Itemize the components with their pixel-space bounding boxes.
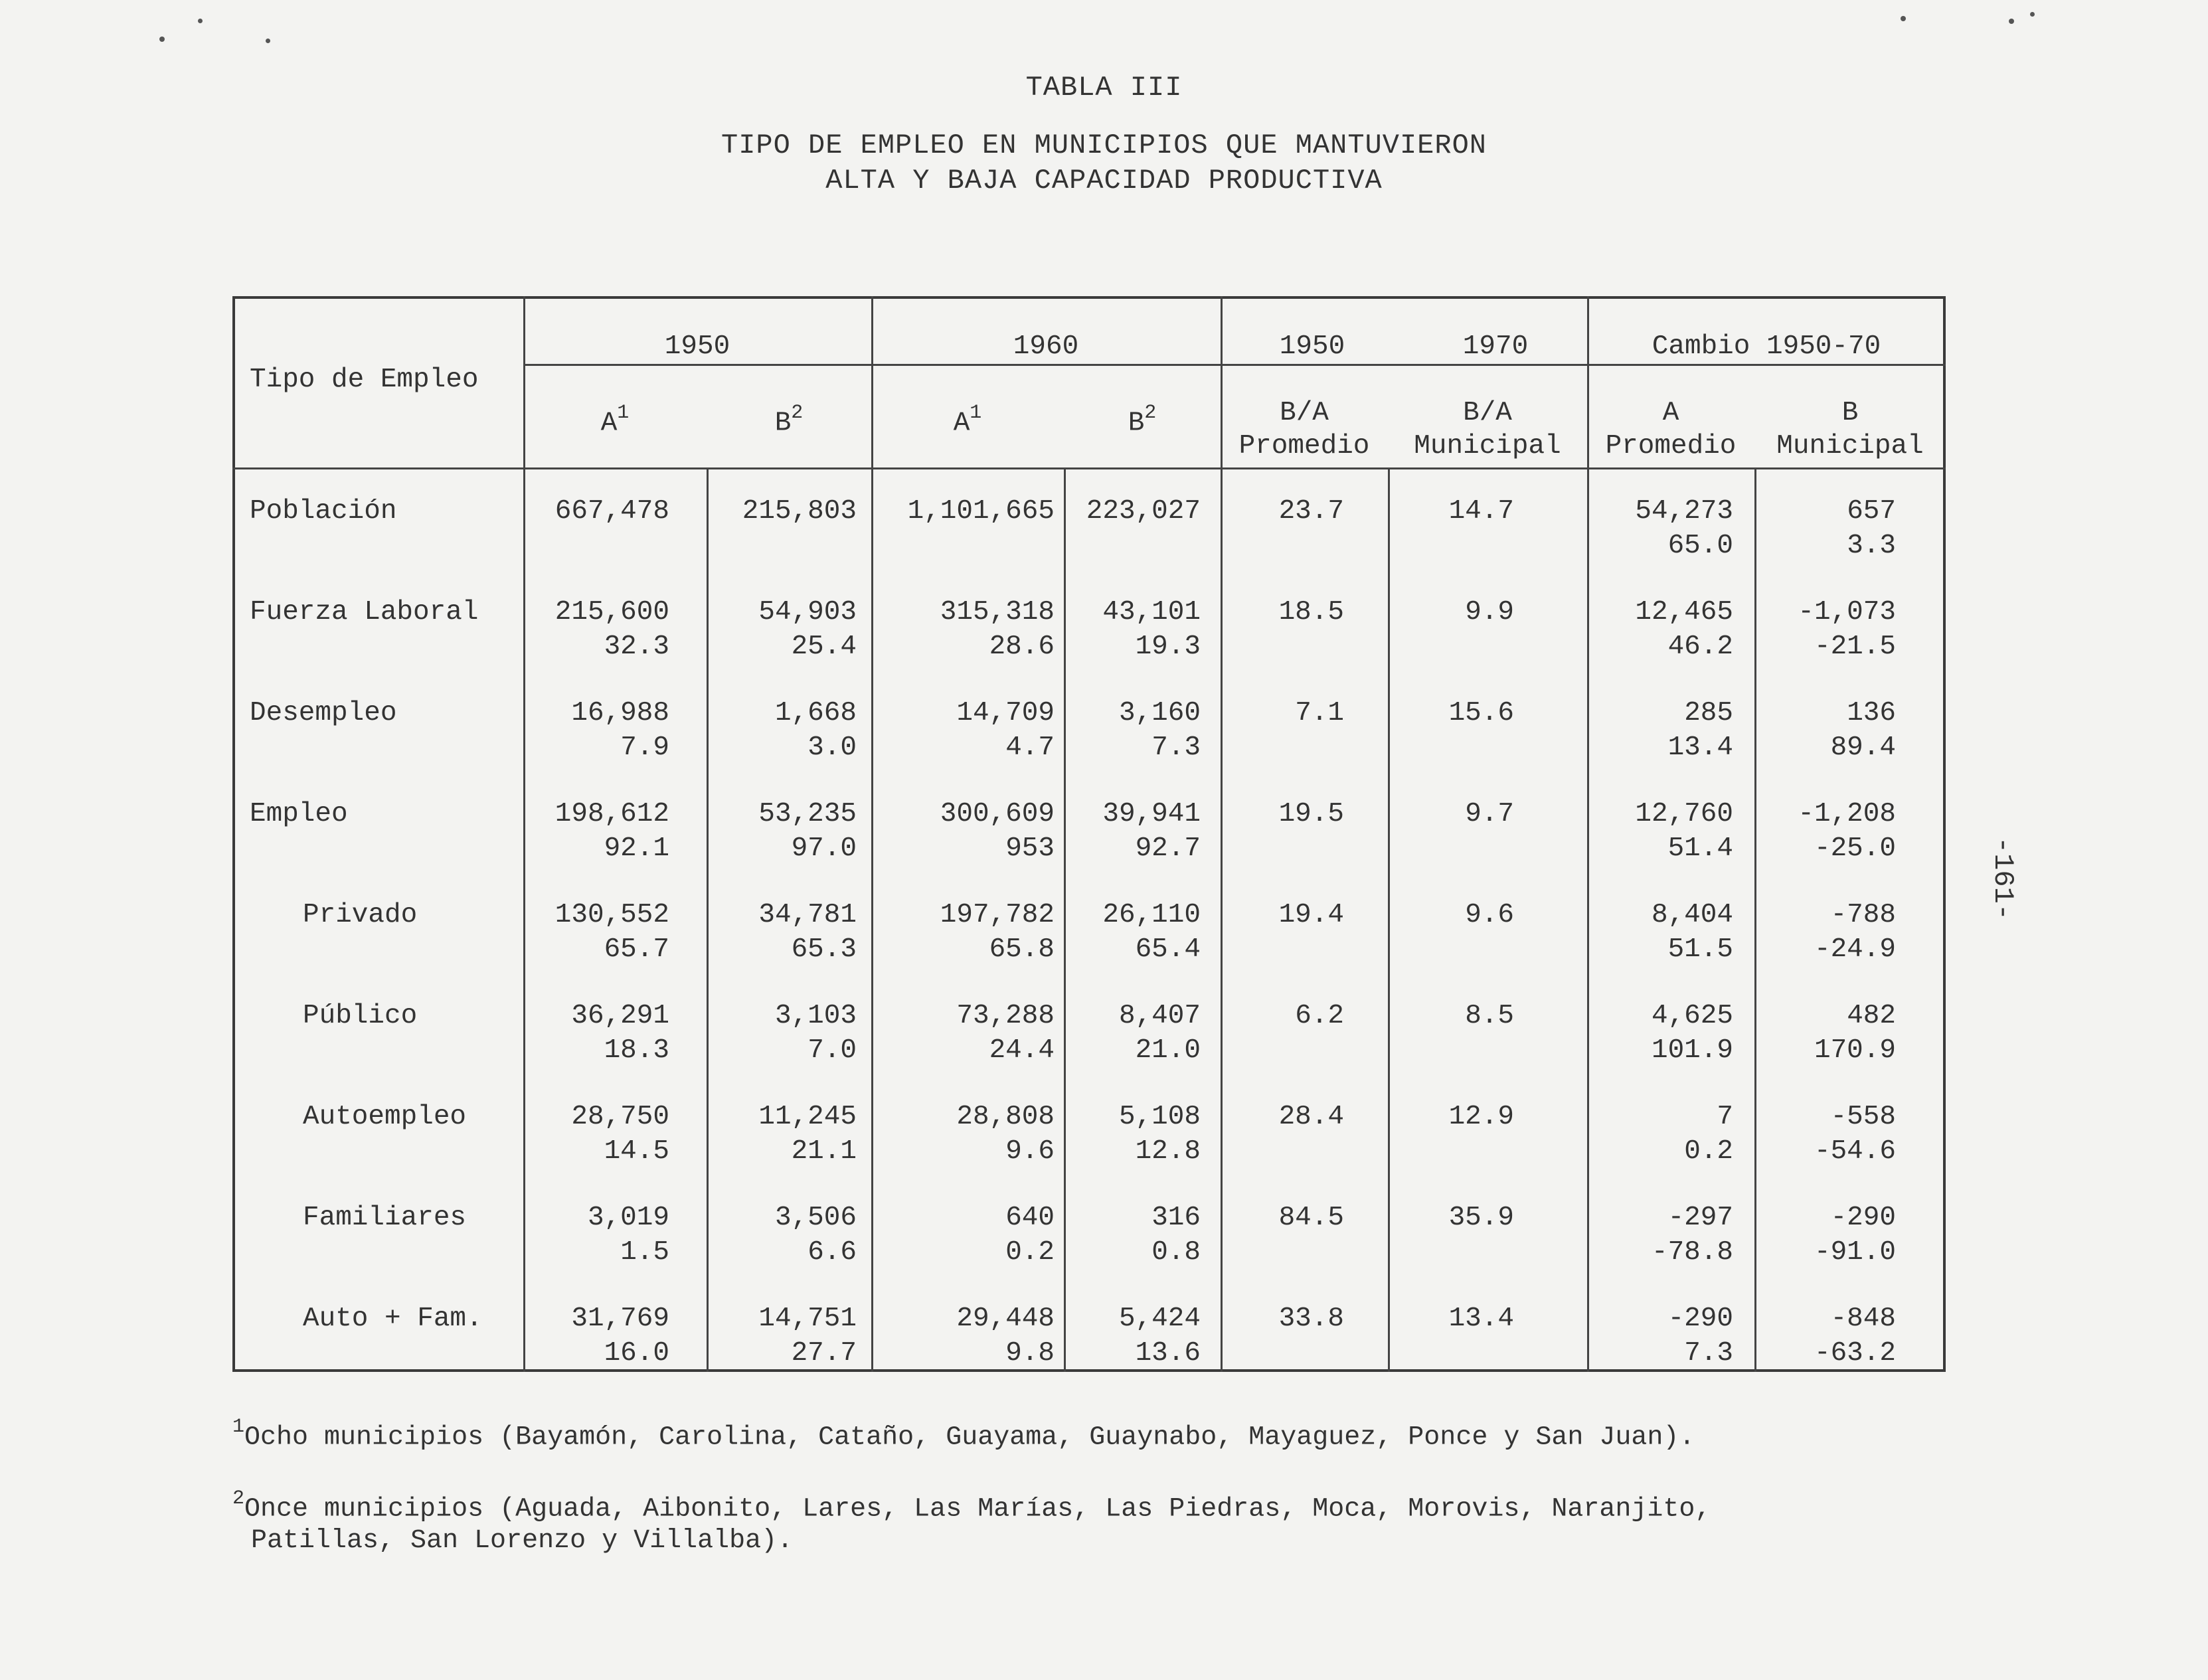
- cell-ba70: 14.7: [1448, 496, 1514, 527]
- cell-cb: -290 -91.0: [1814, 1203, 1896, 1268]
- cell-a60: 315,318 28.6: [940, 597, 1055, 662]
- cell-cb: 657 3.3: [1847, 496, 1896, 561]
- cell-a50: 198,612 92.1: [554, 799, 669, 864]
- table-label: TABLA III: [1025, 72, 1183, 104]
- cell-b60: 43,101 19.3: [1102, 597, 1201, 662]
- cell-ca: 7 0.2: [1684, 1102, 1733, 1167]
- row-label: Población: [250, 496, 397, 527]
- scan-speck: [266, 39, 270, 43]
- cell-ba50: 18.5: [1278, 597, 1344, 628]
- cell-ba50: 19.4: [1278, 900, 1344, 930]
- cell-a50: 3,019 1.5: [587, 1203, 669, 1268]
- cell-a60: 640 0.2: [1005, 1203, 1055, 1268]
- group-1950: 1950: [664, 331, 730, 362]
- cell-b60: 316 0.8: [1151, 1203, 1201, 1268]
- cell-b50: 53,235 97.0: [758, 799, 857, 864]
- cell-a60: 28,808 9.6: [956, 1102, 1055, 1167]
- cell-ba50: 6.2: [1295, 1001, 1344, 1031]
- cell-ba70: 12.9: [1448, 1102, 1514, 1132]
- scan-speck: [2030, 12, 2035, 17]
- row-label: Empleo: [250, 799, 348, 829]
- cell-cb: 136 89.4: [1830, 698, 1896, 763]
- col-cambio-b-l2: Municipal: [1776, 431, 1924, 462]
- row-header: Tipo de Empleo: [250, 365, 479, 395]
- cell-b60: 223,027: [1086, 496, 1201, 527]
- table-title-line-2: ALTA Y BAJA CAPACIDAD PRODUCTIVA: [825, 165, 1383, 197]
- col-a-1960: $A^1$: [953, 402, 982, 439]
- row-label: Auto + Fam.: [303, 1303, 483, 1334]
- col-cambio-a-l2: Promedio: [1605, 431, 1737, 462]
- cell-b60: 3,160 7.3: [1118, 698, 1201, 763]
- cell-cb: -558 -54.6: [1814, 1102, 1896, 1167]
- cell-ca: -290 7.3: [1667, 1303, 1733, 1369]
- cell-ba50: 23.7: [1278, 496, 1344, 527]
- row-label: Público: [303, 1001, 418, 1031]
- cell-b50: 215,803: [742, 496, 857, 527]
- row-label: Familiares: [303, 1203, 467, 1233]
- cell-ba70: 15.6: [1448, 698, 1514, 728]
- cell-ca: 54,273 65.0: [1635, 496, 1733, 561]
- cell-a60: 73,288 24.4: [956, 1001, 1055, 1066]
- cell-cb: -848 -63.2: [1814, 1303, 1896, 1369]
- cell-ca: -297 -78.8: [1651, 1203, 1733, 1268]
- footnote-2-line-1: $^2$Once municipios (Aguada, Aibonito, Lares, Las Marías, Las Piedras, Moca, Morovis, Naranjito,: [232, 1487, 1711, 1525]
- cell-b50: 34,781 65.3: [758, 900, 857, 965]
- cell-ca: 8,404 51.5: [1651, 900, 1733, 965]
- group-1960: 1960: [1013, 331, 1079, 362]
- cell-a50: 31,769 16.0: [571, 1303, 669, 1369]
- cell-a50: 215,600 32.3: [554, 597, 669, 662]
- cell-ca: 12,760 51.4: [1635, 799, 1733, 864]
- scan-speck: [198, 19, 203, 23]
- cell-a60: 14,709 4.7: [956, 698, 1055, 763]
- cell-ba70: 9.9: [1465, 597, 1514, 628]
- col-ba-1950-l2: Promedio: [1238, 431, 1370, 462]
- cell-ca: 285 13.4: [1667, 698, 1733, 763]
- cell-ba50: 28.4: [1278, 1102, 1344, 1132]
- cell-b60: 5,424 13.6: [1118, 1303, 1201, 1369]
- cell-a50: 28,750 14.5: [571, 1102, 669, 1167]
- cell-b50: 14,751 27.7: [758, 1303, 857, 1369]
- row-label: Privado: [303, 900, 418, 930]
- cell-ba50: 33.8: [1278, 1303, 1344, 1334]
- scan-speck: [159, 37, 165, 42]
- col-ba-1970-l2: Municipal: [1414, 431, 1561, 462]
- scan-speck: [1901, 16, 1906, 21]
- cell-a50: 36,291 18.3: [571, 1001, 669, 1066]
- col-ba-1970-l1: B/A: [1463, 398, 1512, 428]
- cell-a50: 130,552 65.7: [554, 900, 669, 965]
- footnote-1: $^1$Ocho municipios (Bayamón, Carolina, Cataño, Guayama, Guaynabo, Mayaguez, Ponce y San Juan).: [232, 1416, 1695, 1453]
- cell-a60: 29,448 9.8: [956, 1303, 1055, 1369]
- cell-b50: 54,903 25.4: [758, 597, 857, 662]
- cell-a50: 667,478: [554, 496, 669, 527]
- group-1970-ratio: 1970: [1462, 331, 1529, 362]
- cell-a60: 197,782 65.8: [940, 900, 1055, 965]
- row-label: Desempleo: [250, 698, 397, 728]
- cell-ba70: 9.6: [1465, 900, 1514, 930]
- cell-b60: 8,407 21.0: [1118, 1001, 1201, 1066]
- cell-b50: 3,103 7.0: [774, 1001, 857, 1066]
- col-b-1950: $B^2$: [774, 402, 804, 439]
- cell-ba70: 35.9: [1448, 1203, 1514, 1233]
- cell-ba50: 7.1: [1295, 698, 1344, 728]
- cell-b60: 26,110 65.4: [1102, 900, 1201, 965]
- cell-cb: -788 -24.9: [1814, 900, 1896, 965]
- cell-ba50: 19.5: [1278, 799, 1344, 829]
- row-label: Autoempleo: [303, 1102, 467, 1132]
- cell-ba70: 8.5: [1465, 1001, 1514, 1031]
- cell-ba70: 9.7: [1465, 799, 1514, 829]
- group-cambio: Cambio 1950-70: [1652, 331, 1881, 362]
- col-ba-1950-l1: B/A: [1280, 398, 1329, 428]
- footnote-2-line-2: Patillas, San Lorenzo y Villalba).: [251, 1526, 794, 1556]
- header-bottom-rule: [232, 467, 1946, 469]
- cell-b60: 39,941 92.7: [1102, 799, 1201, 864]
- cell-cb: -1,208 -25.0: [1798, 799, 1896, 864]
- cell-ca: 4,625 101.9: [1651, 1001, 1733, 1066]
- cell-ba50: 84.5: [1278, 1203, 1344, 1233]
- cell-b50: 1,668 3.0: [774, 698, 857, 763]
- cell-b50: 3,506 6.6: [774, 1203, 857, 1268]
- cell-a60: 1,101,665: [907, 496, 1055, 527]
- cell-cb: 482 170.9: [1814, 1001, 1896, 1066]
- col-b-1960: $B^2$: [1128, 402, 1157, 439]
- cell-b50: 11,245 21.1: [758, 1102, 857, 1167]
- row-label: Fuerza Laboral: [250, 597, 479, 628]
- table-title-line-1: TIPO DE EMPLEO EN MUNICIPIOS QUE MANTUVIERON: [721, 129, 1487, 161]
- group-1950-ratio: 1950: [1279, 331, 1345, 362]
- cell-ba70: 13.4: [1448, 1303, 1514, 1334]
- cell-b60: 5,108 12.8: [1118, 1102, 1201, 1167]
- cell-ca: 12,465 46.2: [1635, 597, 1733, 662]
- page-number: -161-: [1987, 837, 2019, 921]
- cell-a60: 300,609 953: [940, 799, 1055, 864]
- cell-cb: -1,073 -21.5: [1798, 597, 1896, 662]
- header-rule: [523, 364, 1946, 366]
- col-a-1950: $A^1$: [600, 402, 630, 439]
- col-cambio-a-l1: A: [1662, 398, 1679, 428]
- cell-a50: 16,988 7.9: [571, 698, 669, 763]
- scan-speck: [2009, 19, 2014, 24]
- col-cambio-b-l1: B: [1841, 398, 1859, 428]
